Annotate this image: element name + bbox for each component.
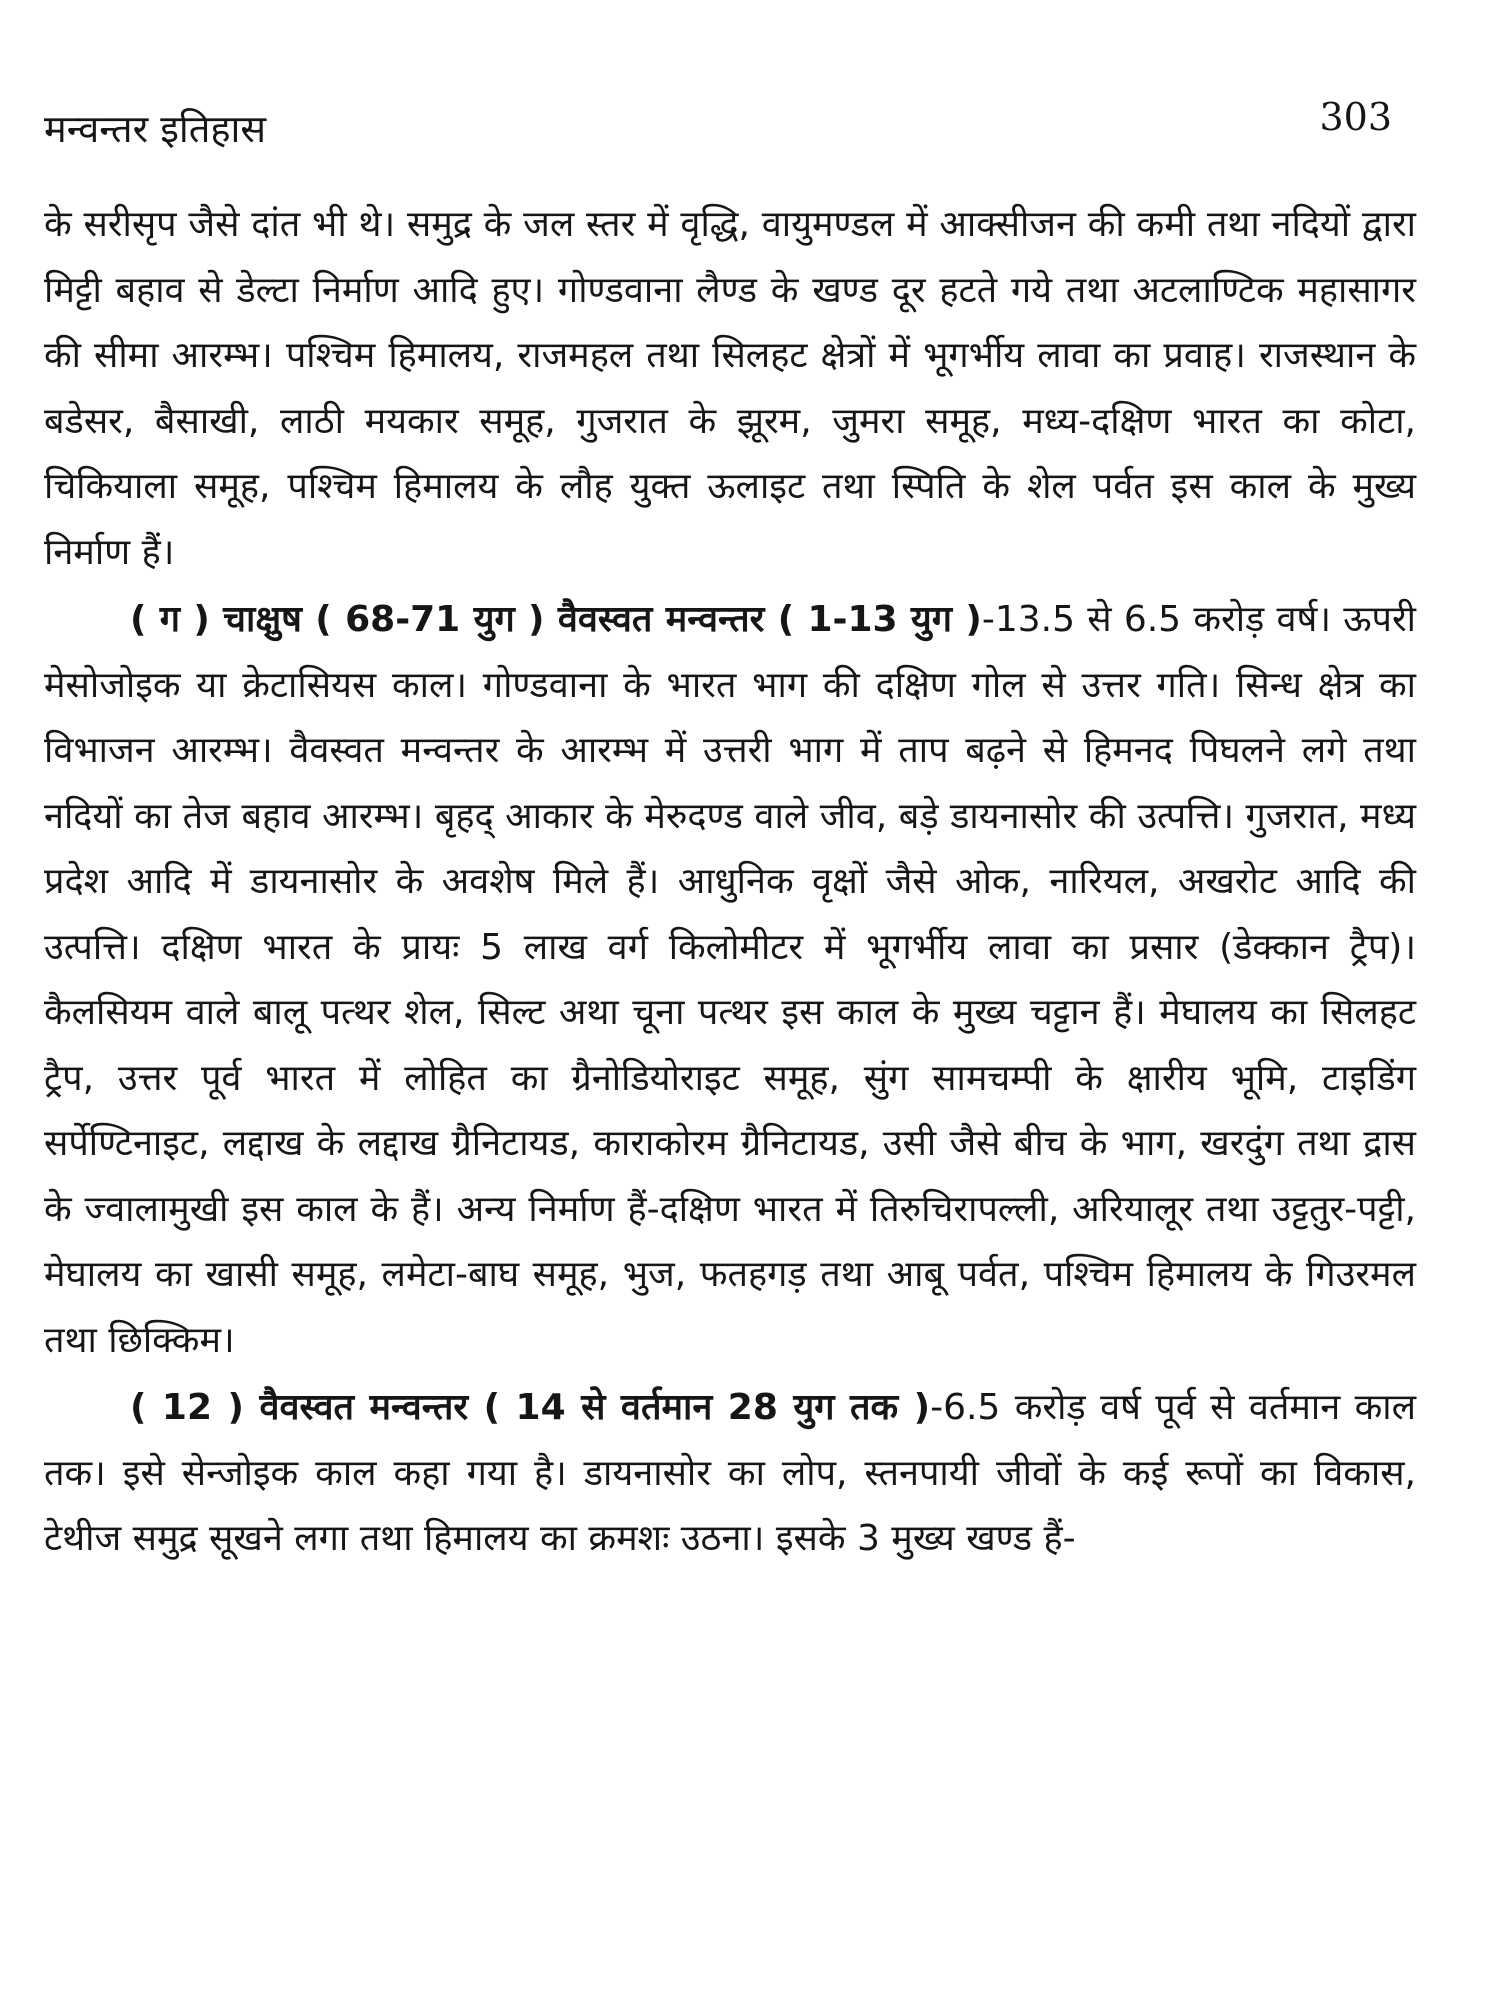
paragraph-chakshush-section (44, 587, 1416, 1373)
page-header (44, 92, 1424, 152)
running-title: मन्वन्तर इतिहास (44, 107, 267, 151)
body-text (44, 192, 1416, 1572)
paragraph-continuation (44, 192, 1416, 585)
paragraph-vaivasvat-section (44, 1375, 1416, 1572)
paragraph-text: -13.5 से 6.5 करोड़ वर्ष। ऊपरी मेसोजोइक या क्रेटासियस काल। गोण्डवाना के भारत भाग की दक्षिण गोल से उत्तर गति। सिन्ध क्षेत्र का विभाजन आरम्भ। वैवस्वत मन्वन्तर के आरम्भ में उत्तरी भाग में ताप बढ़ने से हिमनद पिघलने लगे तथा नदियों का तेज बहाव आरम्भ। बृहद् आकार के मेरुदण्ड वाले जीव, बड़े डायनासोर की उत्पत्ति। गुजरात, मध्य प्रदेश आदि में डायनासोर के अवशेष मिले हैं। आधुनिक वृक्षों जैसे ओक, नारियल, अखरोट आदि की उत्पत्ति। दक्षिण भारत के प्रायः 5 लाख वर्ग किलोमीटर में भूगर्भीय लावा का प्रसार (डेक्कान ट्रैप)। कैलसियम वाले बालू पत्थर शेल, सिल्ट अथा चूना पत्थर इस काल के मुख्य चट्टान हैं। मेघालय का सिलहट ट्रैप, उत्तर पूर्व भारत में लोहित का ग्रैनोडियोराइट समूह, सुंग सामचम्पी के क्षारीय भूमि, टाइडिंग सर्पेण्टिनाइट, लद्दाख के लद्दाख ग्रैनिटायड, काराकोरम ग्रैनिटायड, उसी जैसे बीच के भाग, खरदुंग तथा द्रास के ज्वालामुखी इस काल के हैं। अन्य निर्माण हैं-दक्षिण भारत में तिरुचिरापल्ली, अरियालूर तथा उट्टतुर-पट्टी, मेघालय का खासी समूह, लमेटा-बाघ समूह, भुज, फतहगड़ तथा आबू पर्वत, पश्चिम हिमालय के गिउरमल तथा छिक्किम। (44, 599, 1416, 1361)
paragraph-text: के सरीसृप जैसे दांत भी थे। समुद्र के जल स्तर में वृद्धि, वायुमण्डल में आक्सीजन की कमी तथा नदियों द्वारा मिट्टी बहाव से डेल्टा निर्माण आदि हुए। गोण्डवाना लैण्ड के खण्ड दूर हटते गये तथा अटलाण्टिक महासागर की सीमा आरम्भ। पश्चिम हिमालय, राजमहल तथा सिलहट क्षेत्रों में भूगर्भीय लावा का प्रवाह। राजस्थान के बडेसर, बैसाखी, लाठी मयकार समूह, गुजरात के झूरम, जुमरा समूह, मध्य-दक्षिण भारत का कोटा, चिकियाला समूह, पश्चिम हिमालय के लौह युक्त ऊलाइट तथा स्पिति के शेल पर्वत इस काल के मुख्य निर्माण हैं। (44, 204, 1416, 573)
page-number: 303 (1319, 95, 1392, 139)
section-heading: ( 12 ) वैवस्वत मन्वन्तर ( 14 से वर्तमान 28 युग तक ) (130, 1387, 931, 1428)
paragraph-text: -6.5 करोड़ वर्ष पूर्व से वर्तमान काल तक। इसे सेन्जोइक काल कहा गया है। डायनासोर का लोप, स्तनपायी जीवों के कई रूपों का विकास, टेथीज समुद्र सूखने लगा तथा हिमालय का क्रमशः उठना। इसके 3 मुख्य खण्ड हैं- (44, 1387, 1416, 1559)
section-heading: ( ग ) चाक्षुष ( 68-71 युग ) वैवस्वत मन्वन्तर ( 1-13 युग ) (130, 599, 982, 640)
